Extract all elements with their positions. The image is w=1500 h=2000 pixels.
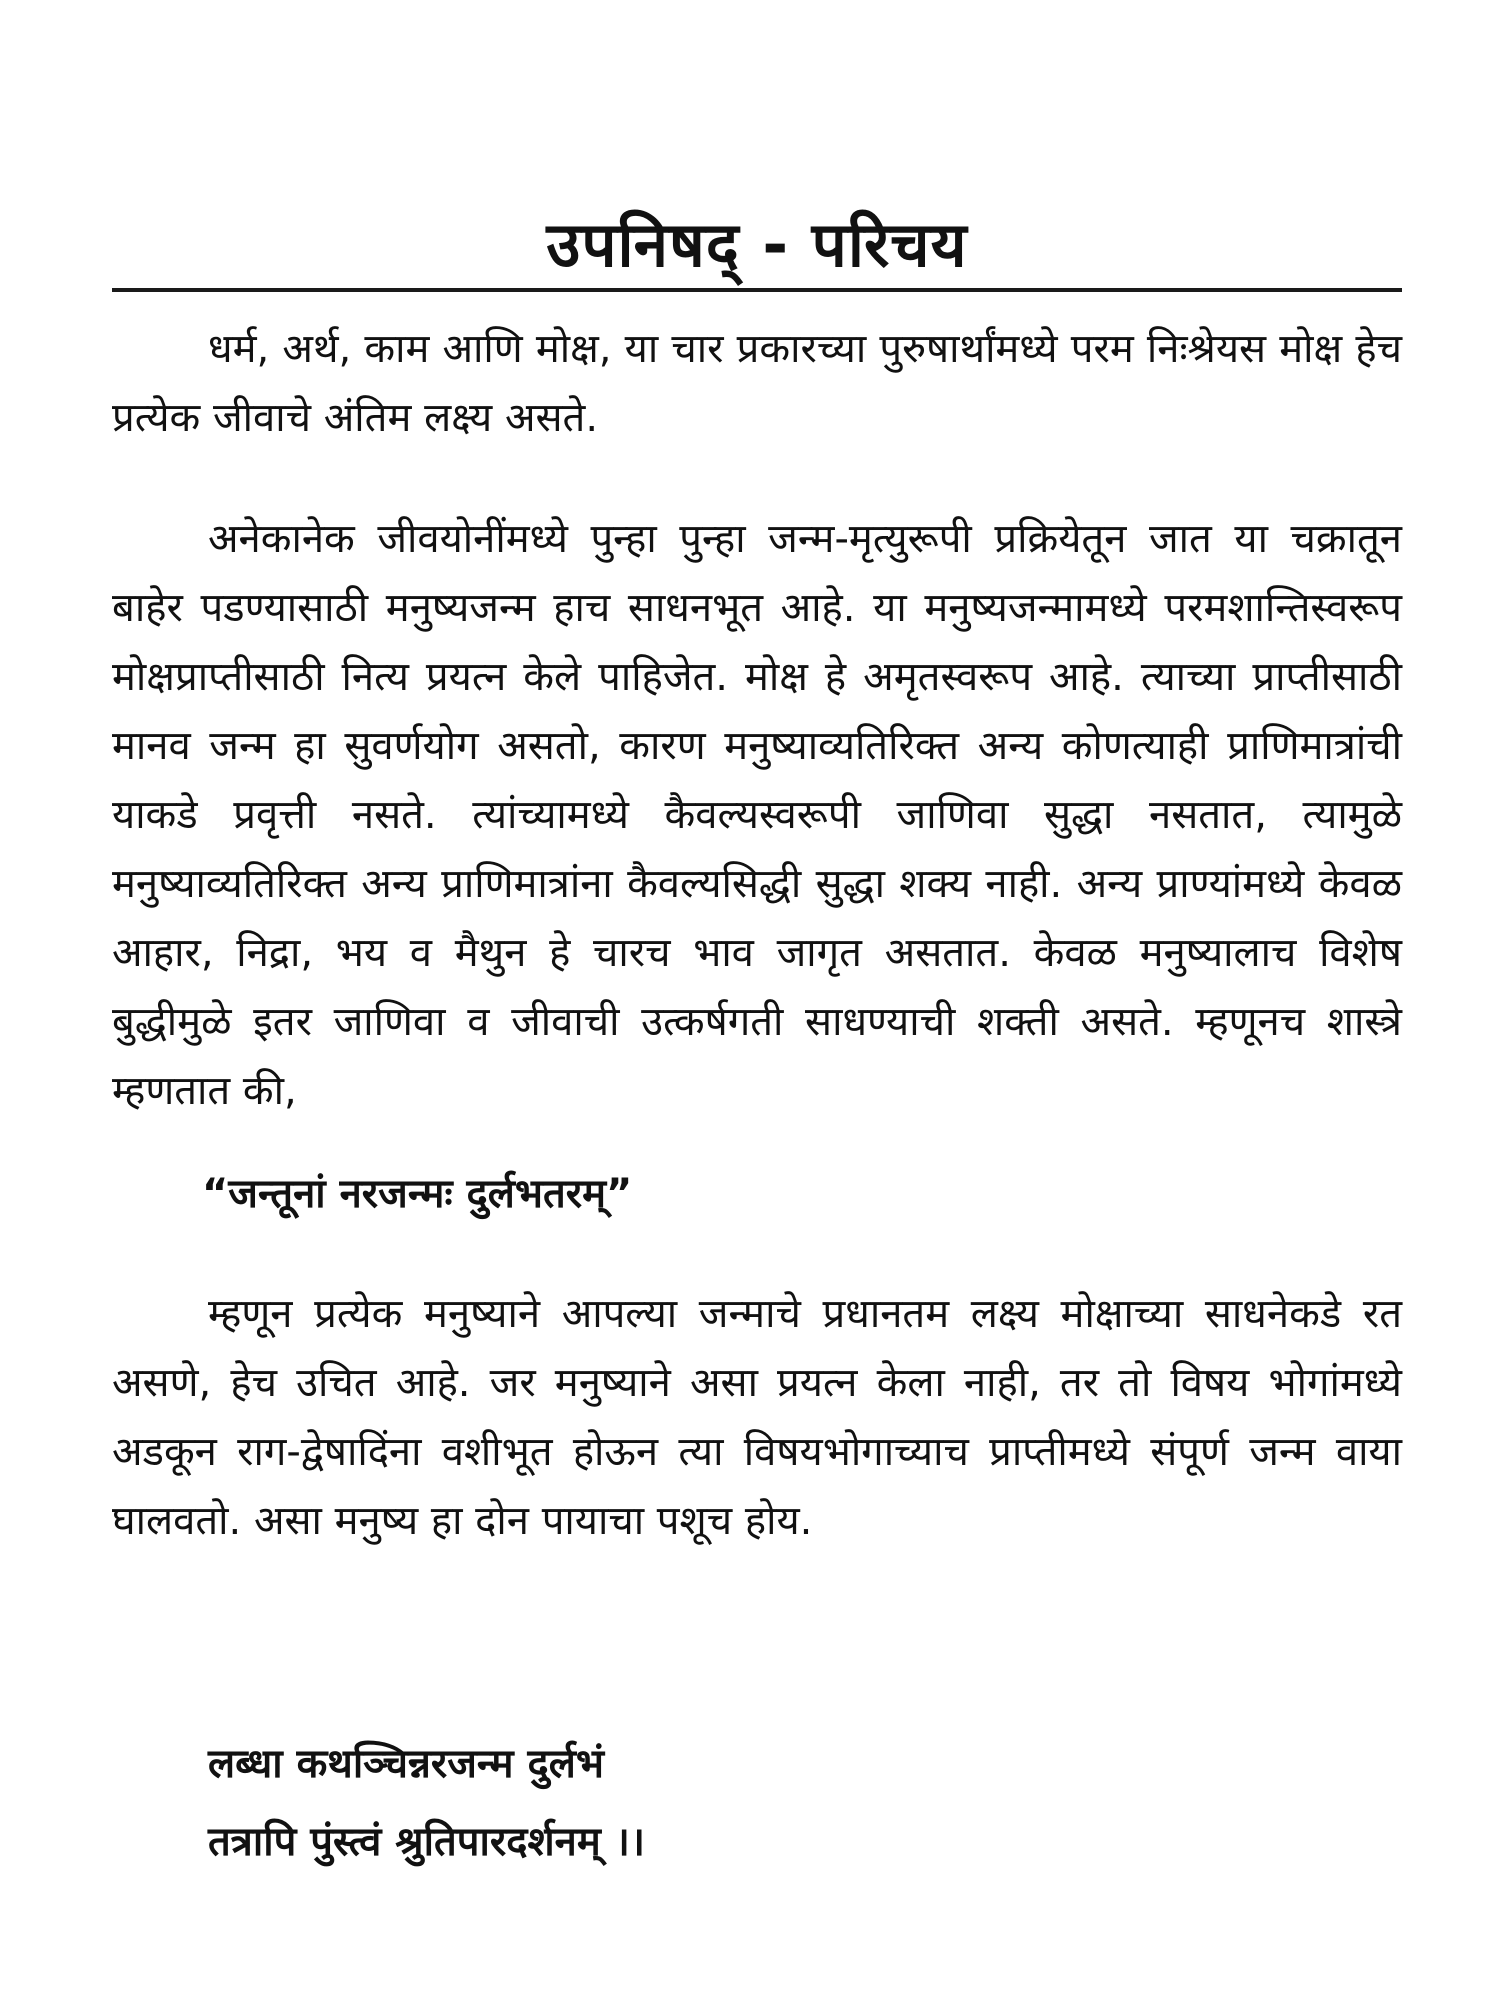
paragraph-1-text: धर्म, अर्थ, काम आणि मोक्ष, या चार प्रकारच्या पुरुषार्थांमध्ये परम निःश्रेयस मोक्ष हेच प्रत्येक जीवाचे अंतिम लक्ष्य असते. xyxy=(112,326,1402,441)
paragraph-3 xyxy=(112,1280,1402,1556)
paragraph-2 xyxy=(112,505,1402,1126)
verse-line-2: तत्रापि पुंस्त्वं श्रुतिपारदर्शनम् ।। xyxy=(208,1819,646,1865)
page-title: उपनिषद् - परिचय xyxy=(546,208,968,281)
document-page xyxy=(112,200,1402,1900)
paragraph-1 xyxy=(112,315,1402,453)
verse-line-1: लब्धा कथञ्चिन्नरजन्म दुर्लभं xyxy=(208,1741,604,1787)
paragraph-2-text: अनेकानेक जीवयोनींमध्ये पुन्हा पुन्हा जन्म-मृत्युरूपी प्रक्रियेतून जात या चक्रातून बाहेर पडण्यासाठी मनुष्यजन्म हाच साधनभूत आहे. या मनुष्यजन्मामध्ये परमशान्तिस्वरूप मोक्षप्राप्तीसाठी नित्य प्रयत्न केले पाहिजेत. मोक्ष हे अमृतस्वरूप आहे. त्याच्या प्राप्तीसाठी मानव जन्म हा सुवर्णयोग असतो, कारण मनुष्याव्यतिरिक्त अन्य कोणत्याही प्राणिमात्रांची याकडे प्रवृत्ती नसते. त्यांच्यामध्ये कैवल्यस्वरूपी जाणिवा सुद्धा नसतात, त्यामुळे मनुष्याव्यतिरिक्त अन्य प्राणिमात्रांना कैवल्यसिद्धी सुद्धा शक्य नाही. अन्य प्राण्यांमध्ये केवळ आहार, निद्रा, भय व मैथुन हे चारच भाव जागृत असतात. केवळ मनुष्यालाच विशेष बुद्धीमुळे इतर जाणिवा व जीवाची उत्कर्षगती साधण्याची शक्ती असते. म्हणूनच शास्त्रे म्हणतात की, xyxy=(112,516,1402,1114)
paragraph-3-text: म्हणून प्रत्येक मनुष्याने आपल्या जन्माचे प्रधानतम लक्ष्य मोक्षाच्या साधनेकडे रत असणे, हेच उचित आहे. जर मनुष्याने असा प्रयत्न केला नाही, तर तो विषय भोगांमध्ये अडकून राग-द्वेषादिंना वशीभूत होऊन त्या विषयभोगाच्याच प्राप्तीमध्ये संपूर्ण जन्म वाया घालवतो. असा मनुष्य हा दोन पायाचा पशूच होय. xyxy=(112,1291,1402,1544)
sanskrit-quote: “जन्तूनां नरजन्मः दुर्लभतरम्” xyxy=(202,1171,633,1217)
title-underline xyxy=(112,288,1402,292)
